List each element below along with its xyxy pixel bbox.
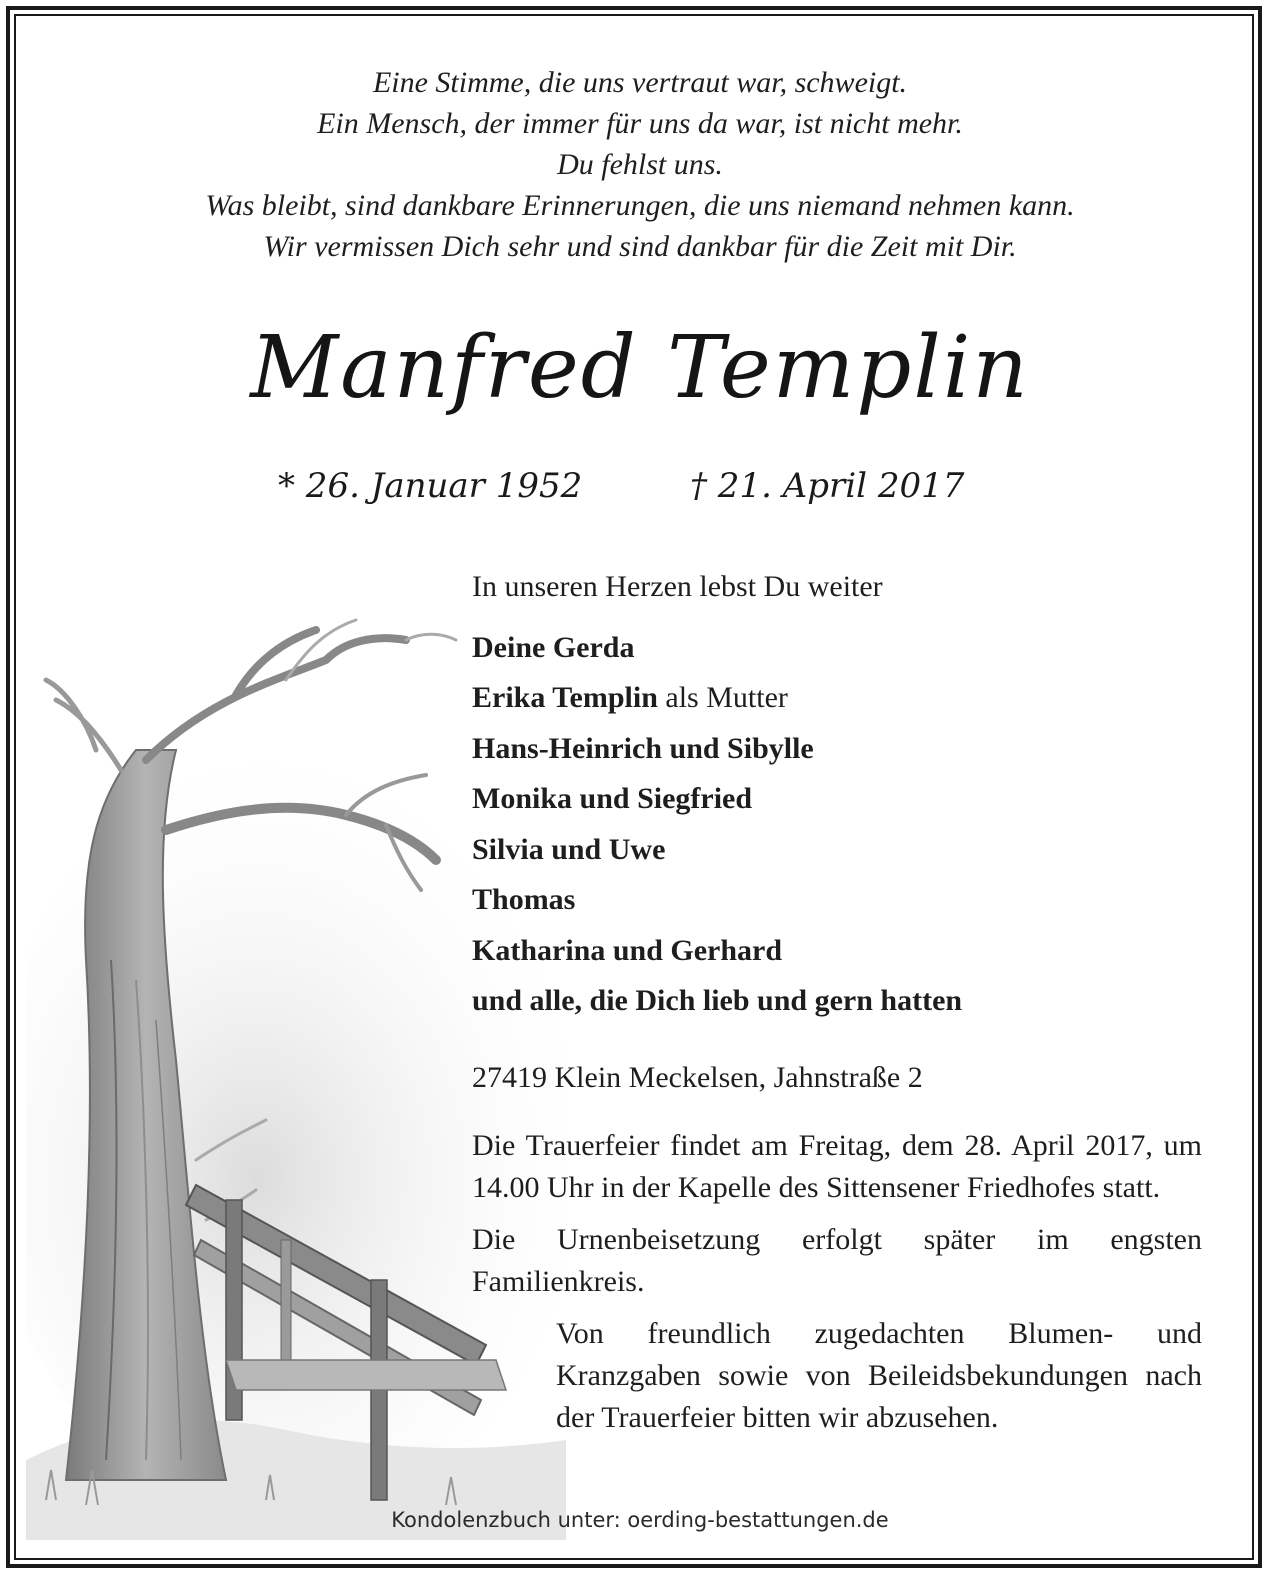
- mourner-name: Monika und Siegfried: [472, 782, 753, 815]
- mourner-name: Silvia und Uwe: [472, 832, 666, 866]
- death-date: † 21. April 2017: [690, 466, 965, 506]
- mourner-line: [472, 976, 1202, 1027]
- mourner-name: Katharina und Gerhard: [472, 933, 783, 967]
- mourner-relation: als Mutter: [657, 681, 788, 714]
- verse-line: Eine Stimme, die uns vertraut war, schweigt.: [372, 66, 908, 99]
- verse-line: Ein Mensch, der immer für uns da war, ist nicht mehr.: [317, 107, 963, 140]
- intro-line: In unseren Herzen lebst Du weiter: [472, 570, 883, 603]
- verse-line: Was bleibt, sind dankbare Erinnerungen, die uns niemand nehmen kann.: [205, 189, 1075, 222]
- mourner-line: [472, 673, 1202, 724]
- mourner-line: [472, 774, 1202, 825]
- mourner-line: [472, 724, 1202, 775]
- verse: [20, 62, 1260, 267]
- deceased-name: Manfred Templin: [250, 318, 1030, 418]
- flowers-notice: Von freundlich zugedachten Blumen- und Kranzgaben sowie von Beileidsbekundungen nach der Trauerfeier bitten wir abzusehen.: [556, 1317, 1202, 1434]
- mourner-line: [472, 875, 1202, 926]
- mourner-name: Erika Templin: [472, 681, 658, 714]
- mourner-name: und alle, die Dich lieb und gern hatten: [472, 984, 963, 1017]
- mourner-name: Hans-Heinrich und Sibylle: [472, 731, 814, 765]
- mourner-name: Thomas: [472, 883, 576, 916]
- mourner-line: [472, 623, 1202, 674]
- urn-notice: Die Urnenbeisetzung erfolgt später im engsten Familienkreis.: [472, 1223, 1202, 1298]
- condolence-footer: Kondolenzbuch unter: oerding-bestattungen.de: [391, 1508, 889, 1532]
- mourners-block: [472, 562, 1202, 1439]
- funeral-notice: Die Trauerfeier findet am Freitag, dem 28. April 2017, um 14.00 Uhr in der Kapelle des Sittensener Friedhofes statt.: [472, 1129, 1202, 1204]
- verse-line: Wir vermissen Dich sehr und sind dankbar für die Zeit mit Dir.: [263, 230, 1017, 263]
- mourner-line: [472, 926, 1202, 977]
- verse-line: Du fehlst uns.: [557, 148, 723, 181]
- address: 27419 Klein Meckelsen, Jahnstraße 2: [472, 1060, 923, 1094]
- birth-date: * 26. Januar 1952: [278, 466, 583, 506]
- mourner-name: Deine Gerda: [472, 630, 635, 664]
- mourner-line: [472, 825, 1202, 876]
